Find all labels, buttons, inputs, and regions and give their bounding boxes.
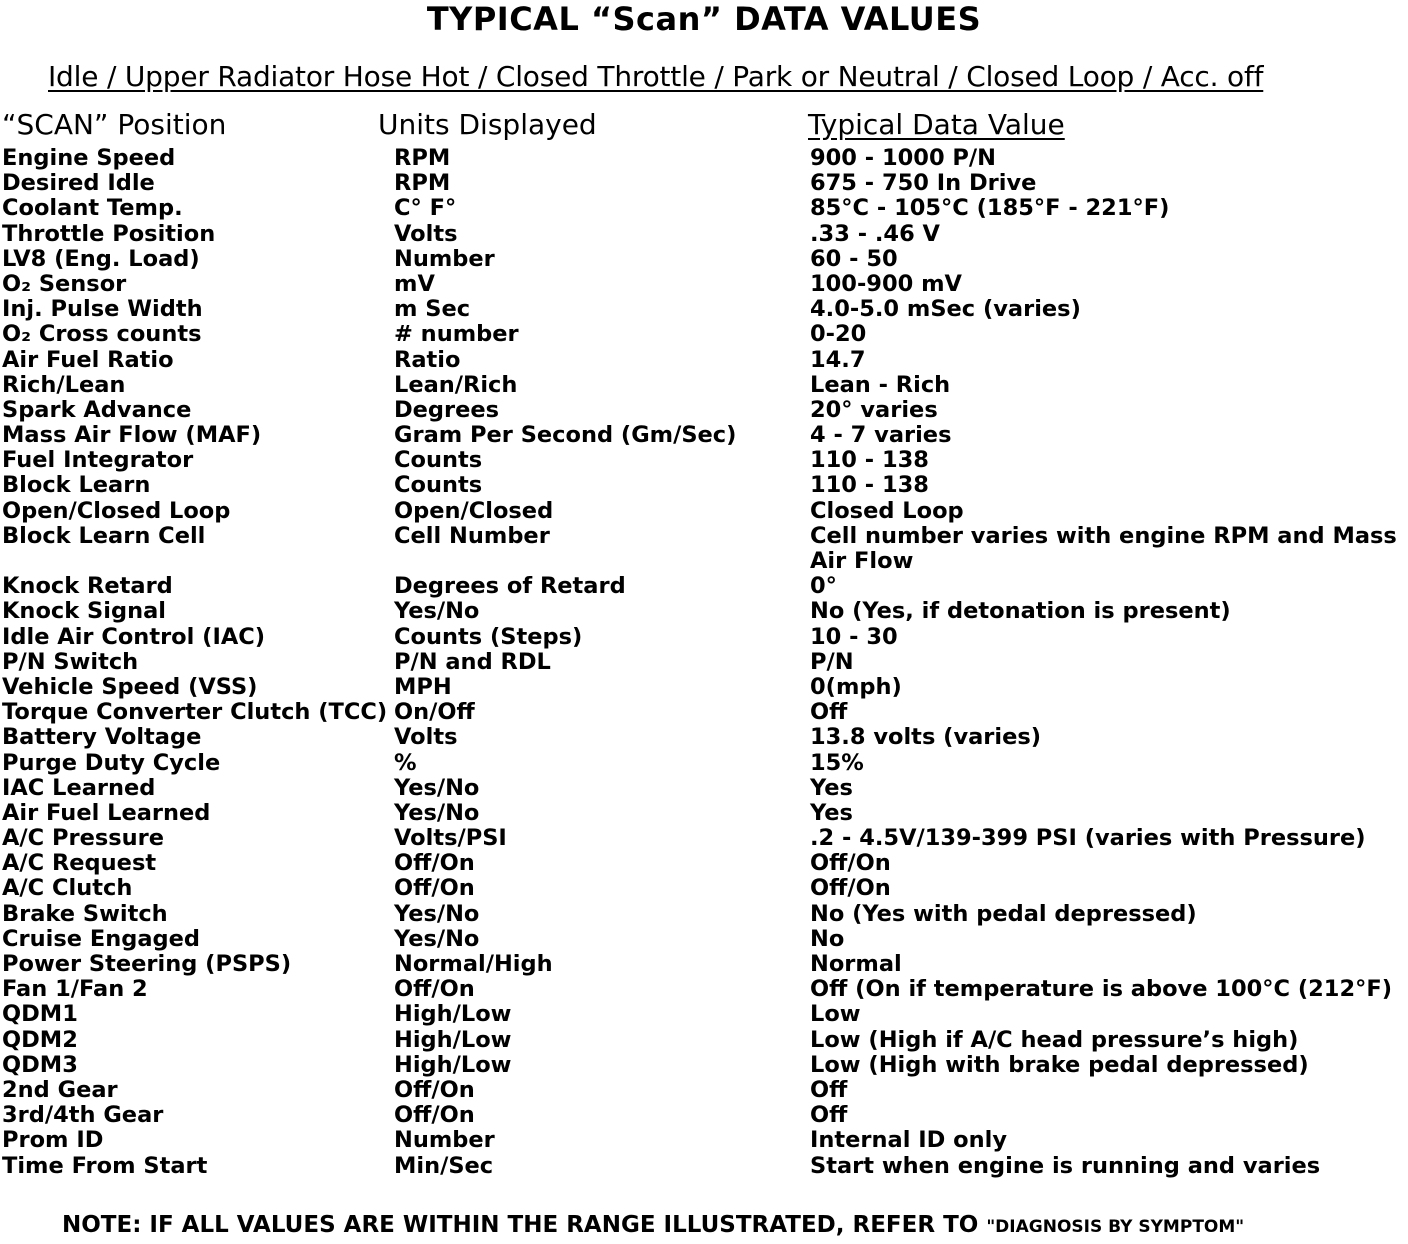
- typical-value-cell: 0°: [810, 573, 837, 600]
- table-row: [0, 876, 1408, 901]
- scan-position-cell: Idle Air Control (IAC): [2, 623, 266, 650]
- units-cell: Yes/No: [394, 925, 480, 952]
- table-row: [0, 977, 1408, 1002]
- scan-position-cell: IAC Learned: [2, 774, 156, 801]
- scan-position-cell: Time From Start: [2, 1152, 208, 1179]
- scan-position-cell: LV8 (Eng. Load): [2, 245, 200, 272]
- table-row: [0, 574, 1408, 599]
- scan-position-cell: Purge Duty Cycle: [2, 749, 221, 776]
- typical-value-cell: 60 - 50: [810, 245, 898, 272]
- table-row: [0, 196, 1408, 221]
- table-row: [0, 448, 1408, 473]
- units-cell: On/Off: [394, 699, 475, 726]
- scan-position-cell: Brake Switch: [2, 900, 168, 927]
- units-cell: Yes/No: [394, 799, 480, 826]
- typical-value-cell: Yes: [810, 774, 853, 801]
- scan-position-cell: O₂ Cross counts: [2, 321, 202, 348]
- header-units-displayed: Units Displayed: [378, 108, 597, 141]
- units-cell: Cell Number: [394, 522, 550, 549]
- units-cell: mV: [394, 270, 435, 297]
- note-reference: "DIAGNOSIS BY SYMPTOM": [986, 1217, 1245, 1237]
- units-cell: High/Low: [394, 1001, 512, 1028]
- units-cell: C° F°: [394, 195, 457, 222]
- units-cell: Counts (Steps): [394, 623, 583, 650]
- scan-position-cell: QDM3: [2, 1051, 78, 1078]
- table-row: [0, 373, 1408, 398]
- typical-value-cell: Off: [810, 1102, 848, 1129]
- units-cell: Degrees: [394, 396, 500, 423]
- typical-value-cell: 100-900 mV: [810, 270, 962, 297]
- typical-value-cell: Internal ID only: [810, 1127, 1007, 1154]
- units-cell: Yes/No: [394, 900, 480, 927]
- scan-position-cell: Mass Air Flow (MAF): [2, 422, 262, 449]
- table-row: [0, 599, 1408, 624]
- table-row: [0, 927, 1408, 952]
- typical-value-cell: Off: [810, 699, 848, 726]
- units-cell: m Sec: [394, 296, 471, 323]
- header-typical-value: Typical Data Value: [808, 108, 1065, 141]
- scan-position-cell: A/C Request: [2, 850, 157, 877]
- table-row: [0, 499, 1408, 524]
- units-cell: %: [394, 749, 417, 776]
- note-text: NOTE: IF ALL VALUES ARE WITHIN THE RANGE ILLUSTRATED, REFER TO: [62, 1212, 979, 1238]
- units-cell: High/Low: [394, 1051, 512, 1078]
- scan-position-cell: Coolant Temp.: [2, 195, 183, 222]
- scan-position-cell: 2nd Gear: [2, 1076, 118, 1103]
- units-cell: Open/Closed: [394, 497, 554, 524]
- scan-position-cell: Air Fuel Learned: [2, 799, 211, 826]
- typical-value-cell: Low: [810, 1001, 861, 1028]
- table-row: [0, 473, 1408, 498]
- scan-position-cell: Throttle Position: [2, 220, 216, 247]
- table-row: [0, 272, 1408, 297]
- table-row: [0, 826, 1408, 851]
- scan-position-cell: A/C Clutch: [2, 875, 133, 902]
- scan-position-cell: P/N Switch: [2, 648, 139, 675]
- typical-value-cell: 85°C - 105°C (185°F - 221°F): [810, 195, 1170, 222]
- scan-position-cell: 3rd/4th Gear: [2, 1102, 164, 1129]
- typical-value-cell: P/N: [810, 648, 854, 675]
- scan-position-cell: Knock Retard: [2, 573, 173, 600]
- scan-position-cell: Rich/Lean: [2, 371, 126, 398]
- typical-value-cell: Yes: [810, 799, 853, 826]
- scan-position-cell: Vehicle Speed (VSS): [2, 673, 258, 700]
- typical-value-cell: Low (High if A/C head pressure’s high): [810, 1026, 1299, 1053]
- typical-value-cell: Off (On if temperature is above 100°C (212°F): [810, 976, 1393, 1003]
- table-row: [0, 650, 1408, 675]
- typical-value-cell: No (Yes with pedal depressed): [810, 900, 1197, 927]
- table-row: [0, 776, 1408, 801]
- units-cell: Off/On: [394, 976, 475, 1003]
- table-row: [0, 171, 1408, 196]
- units-cell: Min/Sec: [394, 1152, 494, 1179]
- table-row: [0, 297, 1408, 322]
- scan-position-cell: Fuel Integrator: [2, 447, 194, 474]
- scan-position-cell: Air Fuel Ratio: [2, 346, 174, 373]
- units-cell: Number: [394, 1127, 495, 1154]
- units-cell: Gram Per Second (Gm/Sec): [394, 422, 737, 449]
- page-title: TYPICAL “Scan” DATA VALUES: [426, 0, 982, 38]
- scan-position-cell: Block Learn: [2, 472, 151, 499]
- typical-value-cell: Off/On: [810, 875, 891, 902]
- footer-note: [62, 1212, 1244, 1238]
- units-cell: P/N and RDL: [394, 648, 551, 675]
- table-row: [0, 322, 1408, 347]
- typical-value-cell: 675 - 750 In Drive: [810, 170, 1037, 197]
- table-row: [0, 725, 1408, 750]
- table-row: [0, 625, 1408, 650]
- scan-position-cell: Torque Converter Clutch (TCC): [2, 699, 388, 726]
- table-row: [0, 1128, 1408, 1153]
- table-row: [0, 751, 1408, 776]
- scan-position-cell: Desired Idle: [2, 170, 155, 197]
- units-cell: RPM: [394, 170, 451, 197]
- typical-value-cell: 900 - 1000 P/N: [810, 145, 996, 171]
- conditions-subtitle: Idle / Upper Radiator Hose Hot / Closed Throttle / Park or Neutral / Closed Loop / Acc. off: [48, 60, 1264, 93]
- typical-value-cell: Low (High with brake pedal depressed): [810, 1051, 1309, 1078]
- typical-value-cell: 14.7: [810, 346, 866, 373]
- typical-value-cell: Start when engine is running and varies: [810, 1152, 1321, 1179]
- typical-value-cell: .33 - .46 V: [810, 220, 940, 247]
- typical-value-cell: 110 - 138: [810, 472, 929, 499]
- units-cell: Lean/Rich: [394, 371, 518, 398]
- table-row: [0, 247, 1408, 272]
- typical-value-cell: Off/On: [810, 850, 891, 877]
- units-cell: Off/On: [394, 1076, 475, 1103]
- scan-data-table: [0, 146, 1408, 1179]
- scan-position-cell: Prom ID: [2, 1127, 104, 1154]
- scan-position-cell: Engine Speed: [2, 145, 176, 171]
- typical-value-cell: 20° varies: [810, 396, 938, 423]
- scan-position-cell: Inj. Pulse Width: [2, 296, 203, 323]
- header-scan-position: “SCAN” Position: [2, 108, 227, 141]
- table-row: [0, 398, 1408, 423]
- scan-position-cell: QDM1: [2, 1001, 78, 1028]
- units-cell: Volts: [394, 724, 458, 751]
- units-cell: Counts: [394, 447, 483, 474]
- scan-position-cell: Spark Advance: [2, 396, 192, 423]
- typical-value-cell: No: [810, 925, 845, 952]
- table-row: [0, 1028, 1408, 1053]
- scan-position-cell: Knock Signal: [2, 598, 166, 625]
- table-row: [0, 1103, 1408, 1128]
- typical-value-cell: .2 - 4.5V/139-399 PSI (varies with Pressure): [810, 825, 1366, 852]
- units-cell: Ratio: [394, 346, 461, 373]
- scan-position-cell: QDM2: [2, 1026, 78, 1053]
- typical-value-cell: Closed Loop: [810, 497, 964, 524]
- table-row: [0, 1154, 1408, 1179]
- table-row: [0, 1053, 1408, 1078]
- units-cell: Off/On: [394, 875, 475, 902]
- table-row: [0, 1078, 1408, 1103]
- units-cell: Number: [394, 245, 495, 272]
- units-cell: MPH: [394, 673, 452, 700]
- table-row: [0, 524, 1408, 574]
- units-cell: # number: [394, 321, 519, 348]
- typical-value-cell: 4 - 7 varies: [810, 422, 952, 449]
- typical-value-cell: 110 - 138: [810, 447, 929, 474]
- scan-position-cell: Battery Voltage: [2, 724, 202, 751]
- typical-value-cell: 0(mph): [810, 673, 902, 700]
- table-row: [0, 675, 1408, 700]
- scan-position-cell: O₂ Sensor: [2, 270, 127, 297]
- units-cell: Volts/PSI: [394, 825, 507, 852]
- scan-position-cell: Fan 1/Fan 2: [2, 976, 148, 1003]
- scan-position-cell: Cruise Engaged: [2, 925, 200, 952]
- typical-value-cell: 13.8 volts (varies): [810, 724, 1042, 751]
- units-cell: Counts: [394, 472, 483, 499]
- scan-position-cell: A/C Pressure: [2, 825, 164, 852]
- table-row: [0, 952, 1408, 977]
- units-cell: Degrees of Retard: [394, 573, 626, 600]
- table-row: [0, 801, 1408, 826]
- table-header: [0, 108, 1408, 148]
- typical-value-cell: 15%: [810, 749, 864, 776]
- units-cell: RPM: [394, 145, 451, 171]
- units-cell: Yes/No: [394, 598, 480, 625]
- table-row: [0, 423, 1408, 448]
- table-row: [0, 902, 1408, 927]
- table-row: [0, 700, 1408, 725]
- typical-value-cell: 10 - 30: [810, 623, 898, 650]
- units-cell: High/Low: [394, 1026, 512, 1053]
- typical-value-cell: 4.0-5.0 mSec (varies): [810, 296, 1081, 323]
- table-row: [0, 146, 1408, 171]
- scan-position-cell: Open/Closed Loop: [2, 497, 231, 524]
- scan-position-cell: Power Steering (PSPS): [2, 951, 292, 978]
- table-row: [0, 222, 1408, 247]
- units-cell: Off/On: [394, 850, 475, 877]
- typical-value-cell: 0-20: [810, 321, 867, 348]
- units-cell: Yes/No: [394, 774, 480, 801]
- table-row: [0, 851, 1408, 876]
- typical-value-cell: Lean - Rich: [810, 371, 951, 398]
- typical-value-cell: Off: [810, 1076, 848, 1103]
- typical-value-cell: No (Yes, if detonation is present): [810, 598, 1231, 625]
- typical-value-cell: Normal: [810, 951, 902, 978]
- units-cell: Volts: [394, 220, 458, 247]
- typical-value-cell: Cell number varies with engine RPM and Mass Air Flow: [810, 522, 1397, 574]
- units-cell: Off/On: [394, 1102, 475, 1129]
- units-cell: Normal/High: [394, 951, 553, 978]
- table-row: [0, 348, 1408, 373]
- scan-position-cell: Block Learn Cell: [2, 522, 206, 549]
- table-row: [0, 1002, 1408, 1027]
